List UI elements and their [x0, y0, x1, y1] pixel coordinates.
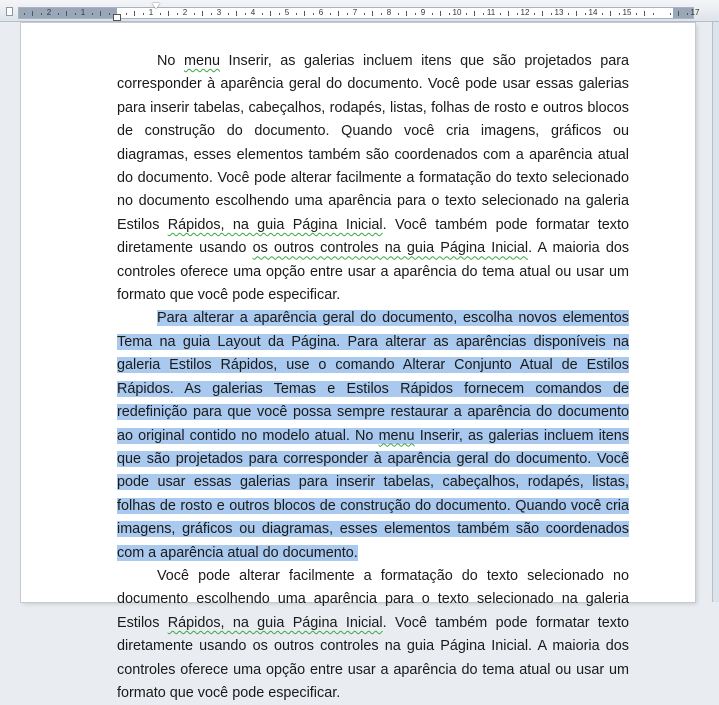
- ruler-tick: [644, 11, 645, 16]
- ruler-tick: [262, 13, 263, 15]
- text-run: . Você também pode formatar texto diretamente usando: [117, 216, 630, 257]
- ruler-tick: [406, 11, 407, 16]
- ruler-tick: [245, 13, 246, 15]
- ruler-tick: [92, 13, 93, 15]
- ruler-tick: [602, 13, 603, 15]
- ruler-number: 7: [352, 8, 358, 17]
- ruler-tick: [687, 13, 688, 15]
- ruler-tick: [534, 13, 535, 15]
- ruler-tick: [126, 13, 127, 15]
- ruler-tick: [619, 13, 620, 15]
- ruler-tick: [585, 13, 586, 15]
- vertical-scrollbar[interactable]: [712, 22, 719, 602]
- ruler-tick: [610, 11, 611, 16]
- ruler-tick: [474, 11, 475, 16]
- ruler-tick: [381, 13, 382, 15]
- ruler-number: 2: [46, 8, 52, 17]
- ruler-tick: [347, 13, 348, 15]
- ruler-number: 14: [588, 8, 598, 17]
- horizontal-ruler[interactable]: [0, 0, 719, 22]
- ruler-number: 5: [284, 8, 290, 17]
- paragraph-1[interactable]: [117, 50, 629, 307]
- ruler-tick: [500, 13, 501, 15]
- ruler-tick: [143, 13, 144, 15]
- ruler-tick: [670, 13, 671, 15]
- ruler-number: 8: [386, 8, 392, 17]
- ruler-tick: [100, 11, 101, 16]
- ruler-tick: [32, 11, 33, 16]
- ruler-tick: [551, 13, 552, 15]
- text-run: . Você também pode formatar texto diretamente usando os outros controles na guia Página Inicial. A maioria dos controles oferece uma opção entre usar a aparência do tema atual ou usar um formato que você pode especificar.: [117, 614, 630, 701]
- text-run: No: [157, 53, 184, 69]
- ruler-number: 1: [148, 8, 154, 17]
- document-body[interactable]: [117, 50, 629, 705]
- ruler-number: 12: [520, 8, 530, 17]
- ruler-tick: [168, 11, 169, 16]
- paragraph-2-selected[interactable]: [117, 307, 629, 564]
- grammar-flagged-phrase[interactable]: Rápidos, na guia Página Inicial: [167, 216, 383, 233]
- ruler-tick: [236, 11, 237, 16]
- ruler-tick: [177, 13, 178, 15]
- ruler-tick: [296, 13, 297, 15]
- ruler-tick: [202, 11, 203, 16]
- ruler-number: 15: [622, 8, 632, 17]
- ruler-number: 6: [318, 8, 324, 17]
- ruler-tick: [678, 11, 679, 16]
- grammar-flagged-word[interactable]: menu: [378, 427, 415, 444]
- ruler-left-margin: [19, 8, 117, 18]
- ruler-tick: [440, 11, 441, 16]
- ruler-tick: [330, 13, 331, 15]
- ruler-number: 2: [182, 8, 188, 17]
- ruler-tick: [41, 13, 42, 15]
- ruler-tick: [483, 13, 484, 15]
- ruler-tick: [66, 11, 67, 16]
- ruler-tick: [466, 13, 467, 15]
- ruler-number: 13: [554, 8, 564, 17]
- ruler-tick: [338, 11, 339, 16]
- ruler-tick: [372, 11, 373, 16]
- ruler-tick: [134, 11, 135, 16]
- grammar-flagged-phrase[interactable]: Rápidos, na guia Página Inicial: [167, 614, 383, 631]
- ruler-number: 3: [216, 8, 222, 17]
- ruler-tick: [313, 13, 314, 15]
- ruler-number: 10: [452, 8, 462, 17]
- ruler-tick: [508, 11, 509, 16]
- ruler-tick: [636, 13, 637, 15]
- ruler-tick: [432, 13, 433, 15]
- ruler-tick: [228, 13, 229, 15]
- ruler-tick: [304, 11, 305, 16]
- ruler-tick: [211, 13, 212, 15]
- ruler-tick: [568, 13, 569, 15]
- ruler-tick: [576, 11, 577, 16]
- ruler-tick: [398, 13, 399, 15]
- ruler-tick: [160, 13, 161, 15]
- ruler-tick: [109, 13, 110, 15]
- ruler-tick: [542, 11, 543, 16]
- first-line-indent-marker[interactable]: [152, 3, 160, 9]
- ruler-number: 9: [420, 8, 426, 17]
- selected-text: Para alterar a aparência geral do documento, escolha novos elementos Tema na guia Layout da Página. Para alterar as aparências disponíveis na galeria Estilos Rápidos, use o comando Alterar Conjunto Atual de Estilos Rápidos. As galerias Temas e Estilos Rápidos fornecem comandos de redefinição para que você possa sempre restaurar a aparência do documento ao original contido no modelo atual. No: [117, 310, 629, 444]
- ruler-number: 17: [690, 8, 700, 17]
- grammar-flagged-phrase[interactable]: os outros controles na guia Página Inicial: [252, 240, 529, 257]
- paragraph-3[interactable]: [117, 565, 629, 705]
- text-run: Você pode alterar facilmente a formatação do texto selecionado no documento escolhendo uma aparência para o texto selecionado na galeria Estilos: [117, 567, 629, 631]
- tab-selector-icon[interactable]: [6, 7, 13, 16]
- ruler-tick: [517, 13, 518, 15]
- grammar-flagged-word[interactable]: menu: [183, 53, 220, 69]
- ruler-tick: [279, 13, 280, 15]
- selected-text: Inserir, as galerias incluem itens que são projetados para corresponder à aparência geral do documento. Você pode usar essas galerias para inserir tabelas, cabeçalhos, rodapés, listas, folhas de rosto e outros blocos de construção do documento. Quando você cria imagens, gráficos ou diagramas, esses elementos também são coordenados com a aparência atual do documento.: [117, 427, 629, 561]
- ruler-number: 1: [80, 8, 86, 17]
- ruler-tick: [270, 11, 271, 16]
- ruler-tick: [449, 13, 450, 15]
- text-run: . A maioria dos controles oferece uma opção entre usar a aparência do tema atual ou usar um formato que você pode especificar.: [117, 240, 630, 304]
- ruler-tick: [653, 13, 654, 15]
- text-run: Inserir, as galerias incluem itens que são projetados para corresponder à aparência geral do documento. Você pode usar essas galerias para inserir tabelas, cabeçalhos, rodapés, listas, folhas de rosto e outros blocos de construção do documento. Quando você cria imagens, gráficos ou diagramas, esses elementos também são coordenados com a aparência atual do documento. Você pode alterar facilmente a formatação do texto selecionado no documento escolhendo uma aparência para o texto selecionado na galeria Estilos: [117, 53, 629, 233]
- ruler-number: 11: [486, 8, 496, 17]
- document-page[interactable]: [21, 23, 695, 701]
- ruler-tick: [58, 13, 59, 15]
- left-indent-marker[interactable]: [113, 14, 121, 21]
- ruler-tick: [364, 13, 365, 15]
- ruler-tick: [415, 13, 416, 15]
- ruler-tick: [24, 13, 25, 15]
- ruler-tick: [194, 13, 195, 15]
- ruler-number: 4: [250, 8, 256, 17]
- ruler-tick: [75, 13, 76, 15]
